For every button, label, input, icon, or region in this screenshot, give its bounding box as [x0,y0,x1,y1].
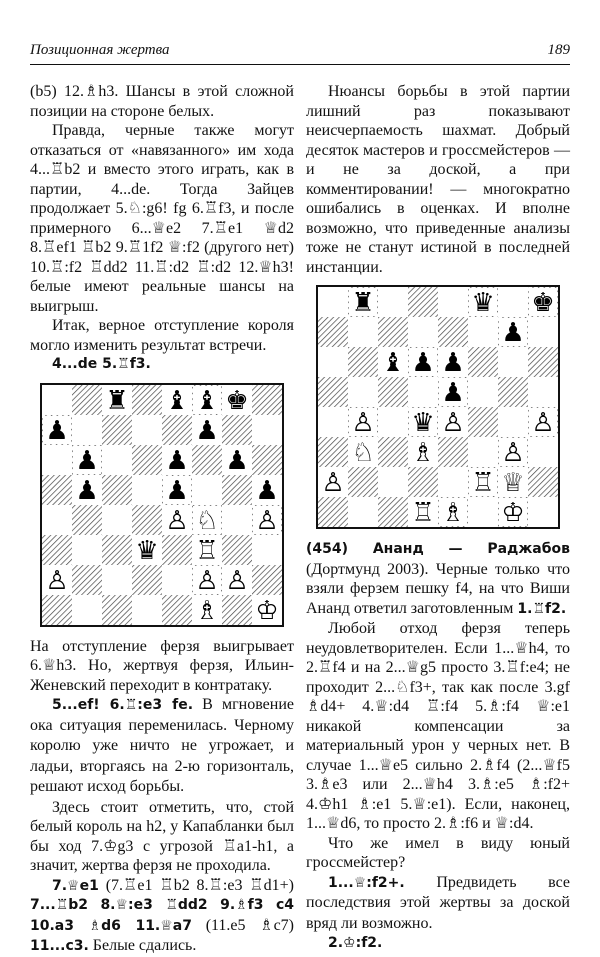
chess-piece-e5: ♟ [441,378,465,408]
chess-piece-f2: ♖ [471,468,495,498]
light-square [468,317,498,347]
dark-square [378,497,408,527]
chess-piece-d4: ♛ [411,408,435,438]
game-players: (454) Ананд — Раджабов [306,541,570,557]
chess-piece-f1: ♗ [195,595,219,625]
chess-piece-g2: ♕ [501,468,525,498]
move-line [30,695,294,798]
light-square [132,475,162,505]
chess-piece-h4: ♙ [531,408,555,438]
chapter-title: Позиционная жертва [30,42,170,58]
move-text: 5...ef! 6.♖:e3 fe. [52,697,194,713]
light-square [252,535,282,565]
chess-piece-g6: ♟ [225,445,249,476]
paragraph: Что же имел в виду юный гроссмейстер? [306,834,570,871]
light-square [498,347,528,377]
chess-board [42,385,282,625]
dark-square [252,445,282,475]
light-square [252,415,282,445]
dark-square [528,467,558,497]
paragraph: Нюансы борьбы в этой партии лишний раз показывают неисчерпаемость шахмат. Добрый десяток мастеров и гроссмейстеров — и не за доской, а при комментировании! — многократно ошибались в оценках. И вполне возможно, что приведенные анализы тоже не станут истиной в последней инстанции. [306,83,570,276]
chess-piece-b6: ♟ [75,445,99,476]
chess-piece-e8: ♝ [165,385,189,416]
chess-piece-b5: ♟ [75,475,99,506]
dark-square [378,377,408,407]
dark-square [468,347,498,377]
chess-piece-d3: ♗ [411,438,435,468]
running-header [30,40,570,62]
chess-piece-f8: ♛ [471,288,495,318]
dark-square [132,445,162,475]
dark-square [102,595,132,625]
chess-piece-f7: ♟ [195,415,219,446]
light-square [102,505,132,535]
chess-piece-e6: ♟ [441,348,465,378]
light-square [528,377,558,407]
chess-piece-f3: ♖ [195,535,219,566]
dark-square [72,505,102,535]
dark-square [468,407,498,437]
chess-piece-b3: ♘ [351,438,375,468]
chess-piece-g8: ♚ [225,385,249,416]
light-square [72,595,102,625]
dark-square [102,475,132,505]
light-square [498,287,528,317]
light-square [132,415,162,445]
chess-piece-h4: ♙ [255,505,279,536]
chess-piece-g1: ♔ [501,498,525,527]
dark-square [408,467,438,497]
move-line [306,873,570,935]
chess-piece-c8: ♜ [105,385,129,416]
comment-text: В мгновение ока ситуация переменилась. Черному королю уже ничто не угрожает, и ладьи, вторгаясь на 2-ю горизонталь, решают исход борьбы. [30,696,294,795]
paragraph: Правда, черные также могут отказаться от «навязанного» им хода 4...♖b2 и вместо этого играть, как в партии, 4...de. Тогда Зайцев продолжает 5.♘:g6! fg 6.♖f3, и после примерного 6...♕e2 7.♖e1 ♕d2 8.♖ef1 ♖b2 9.♖1f2 ♕:f2 (другого нет) 10.♖:f2 ♖dd2 11.♖:d2 ♖:d2 12.♕h3! белые имеют реальные шансы на выигрыш. [30,122,294,315]
dark-square [132,385,162,415]
dark-square [222,475,252,505]
light-square [42,505,72,535]
dark-square [42,475,72,505]
light-square [498,407,528,437]
dark-square [348,467,378,497]
light-square [72,535,102,565]
left-column [30,82,294,957]
dark-square [102,415,132,445]
light-square [438,287,468,317]
light-square [318,347,348,377]
chess-piece-h5: ♟ [255,475,279,506]
paragraph: Любой отход ферзя теперь неудовлетворителен. Если 1...♕h4, то 2.♖f4 и на 2...♕g5 просто 3.♖f:e4; не проходит 2...♘f3+, так как после 3.gf ♗d4+ 4.♕:d4 ♖:f4 5.♗:f4 ♕:e1 никакой компенсации за материальный урон у черных нет. В случае 1...♕e5 сильно 2.♗f4 (2...♕f5 3.♗e3 или 2...♕h4 3.♗:e5 ♗:f2+ 4.♔h1 ♗:e1 5.♕:e1). Если, наконец, 1...♕d6, то просто 2.♗:f6 и ♕:d4. [306,620,570,832]
move-line [30,876,294,957]
dark-square [318,437,348,467]
variation-text: (11.e5 ♗c7) [192,916,295,934]
dark-square [192,445,222,475]
chess-piece-f2: ♙ [195,565,219,596]
chess-piece-f8: ♝ [195,385,219,416]
variation-text: (7.♖e1 ♖b2 8.♖:e3 ♖d1+) [98,876,294,894]
light-square [102,565,132,595]
header-rule [30,64,570,65]
light-square [318,407,348,437]
move-text: 1.♖f2. [517,600,567,617]
chess-piece-h1: ♔ [255,595,279,625]
dark-square [348,347,378,377]
dark-square [132,505,162,535]
paragraph: Здесь стоит отметить, что, стой белый король на h2, у Капабланки был бы ход 7.♔g3 с угрозой ♖a1-h1, а значит, жертва ферзя не проходила. [30,798,294,874]
chess-piece-e4: ♙ [441,408,465,438]
dark-square [162,535,192,565]
dark-square [378,437,408,467]
light-square [468,377,498,407]
dark-square [408,287,438,317]
chess-piece-g2: ♙ [225,565,249,596]
light-square [528,437,558,467]
comment-text: Белые сдались. [88,937,197,954]
chess-piece-h8: ♚ [531,288,555,318]
light-square [378,407,408,437]
chess-piece-d3: ♛ [135,535,159,566]
move-line: 2.♔:f2. [328,935,383,951]
light-square [162,565,192,595]
light-square [72,415,102,445]
light-square [378,287,408,317]
dark-square [252,385,282,415]
game-header [306,539,570,619]
light-square [408,317,438,347]
light-square [42,445,72,475]
chess-board [318,287,558,527]
chess-piece-e1: ♗ [441,498,465,527]
chess-piece-b4: ♙ [351,408,375,438]
light-square [378,467,408,497]
dark-square [222,535,252,565]
dark-square [42,535,72,565]
light-square [222,505,252,535]
light-square [318,287,348,317]
chess-piece-d6: ♟ [411,348,435,378]
dark-square [378,317,408,347]
dark-square [72,385,102,415]
light-square [102,445,132,475]
chess-piece-c6: ♝ [381,348,405,378]
dark-square [252,565,282,595]
dark-square [438,437,468,467]
light-square [132,595,162,625]
comment-text: Предвидеть все последствия этой жертвы за доской вряд ли возможно. [306,873,570,932]
light-square [348,377,378,407]
dark-square [498,377,528,407]
chess-diagram-2 [316,285,560,529]
chess-piece-a7: ♟ [45,415,69,446]
chess-piece-g3: ♙ [501,438,525,468]
light-square [528,317,558,347]
dark-square [42,595,72,625]
dark-square [162,595,192,625]
game-source: (Дортмунд 2003). Черные только что взяли ферзем пешку f4, на что Виши Ананд ответил заготовленным [306,560,570,617]
light-square [468,437,498,467]
move-text: 1...♕:f2+. [328,874,405,891]
right-column [306,82,570,954]
dark-square [102,535,132,565]
chess-piece-e6: ♟ [165,445,189,476]
dark-square [528,347,558,377]
dark-square [222,595,252,625]
dark-square [72,565,102,595]
paragraph: Итак, верное отступление короля могло изменить результат встречи. [30,317,294,354]
light-square [438,467,468,497]
light-square [468,497,498,527]
chess-piece-g7: ♟ [501,318,525,348]
chess-piece-f4: ♘ [195,505,219,536]
dark-square [222,415,252,445]
dark-square [318,497,348,527]
dark-square [132,565,162,595]
move-text: 7.♕e1 [52,877,99,894]
dark-square [438,317,468,347]
chess-piece-a2: ♙ [321,468,345,498]
light-square [42,385,72,415]
chess-piece-d1: ♖ [411,498,435,527]
move-text: 11...c3. [30,938,89,954]
dark-square [318,317,348,347]
paragraph: На отступление ферзя выигрывает 6.♕h3. Но, жертвуя ферзя, Ильин-Женевский переходит в контратаку. [30,637,294,694]
chess-diagram-1 [40,383,284,627]
dark-square [318,377,348,407]
chess-piece-e4: ♙ [165,505,189,536]
chess-piece-e5: ♟ [165,475,189,506]
move-line: 4...de 5.♖f3. [52,356,151,372]
light-square [408,377,438,407]
chess-piece-a2: ♙ [45,565,69,596]
chess-piece-b8: ♜ [351,288,375,318]
light-square [348,497,378,527]
page-number: 189 [547,42,570,58]
light-square [528,497,558,527]
paragraph: (b5) 12.♗h3. Шансы в этой сложной позиции на стороне белых. [30,83,294,120]
move-text: 7...♖b2 8.♕:e3 ♖dd2 9.♗f3 c4 10.a3 ♗d6 11.♕a7 [30,897,294,934]
dark-square [162,415,192,445]
light-square [348,317,378,347]
light-square [192,475,222,505]
